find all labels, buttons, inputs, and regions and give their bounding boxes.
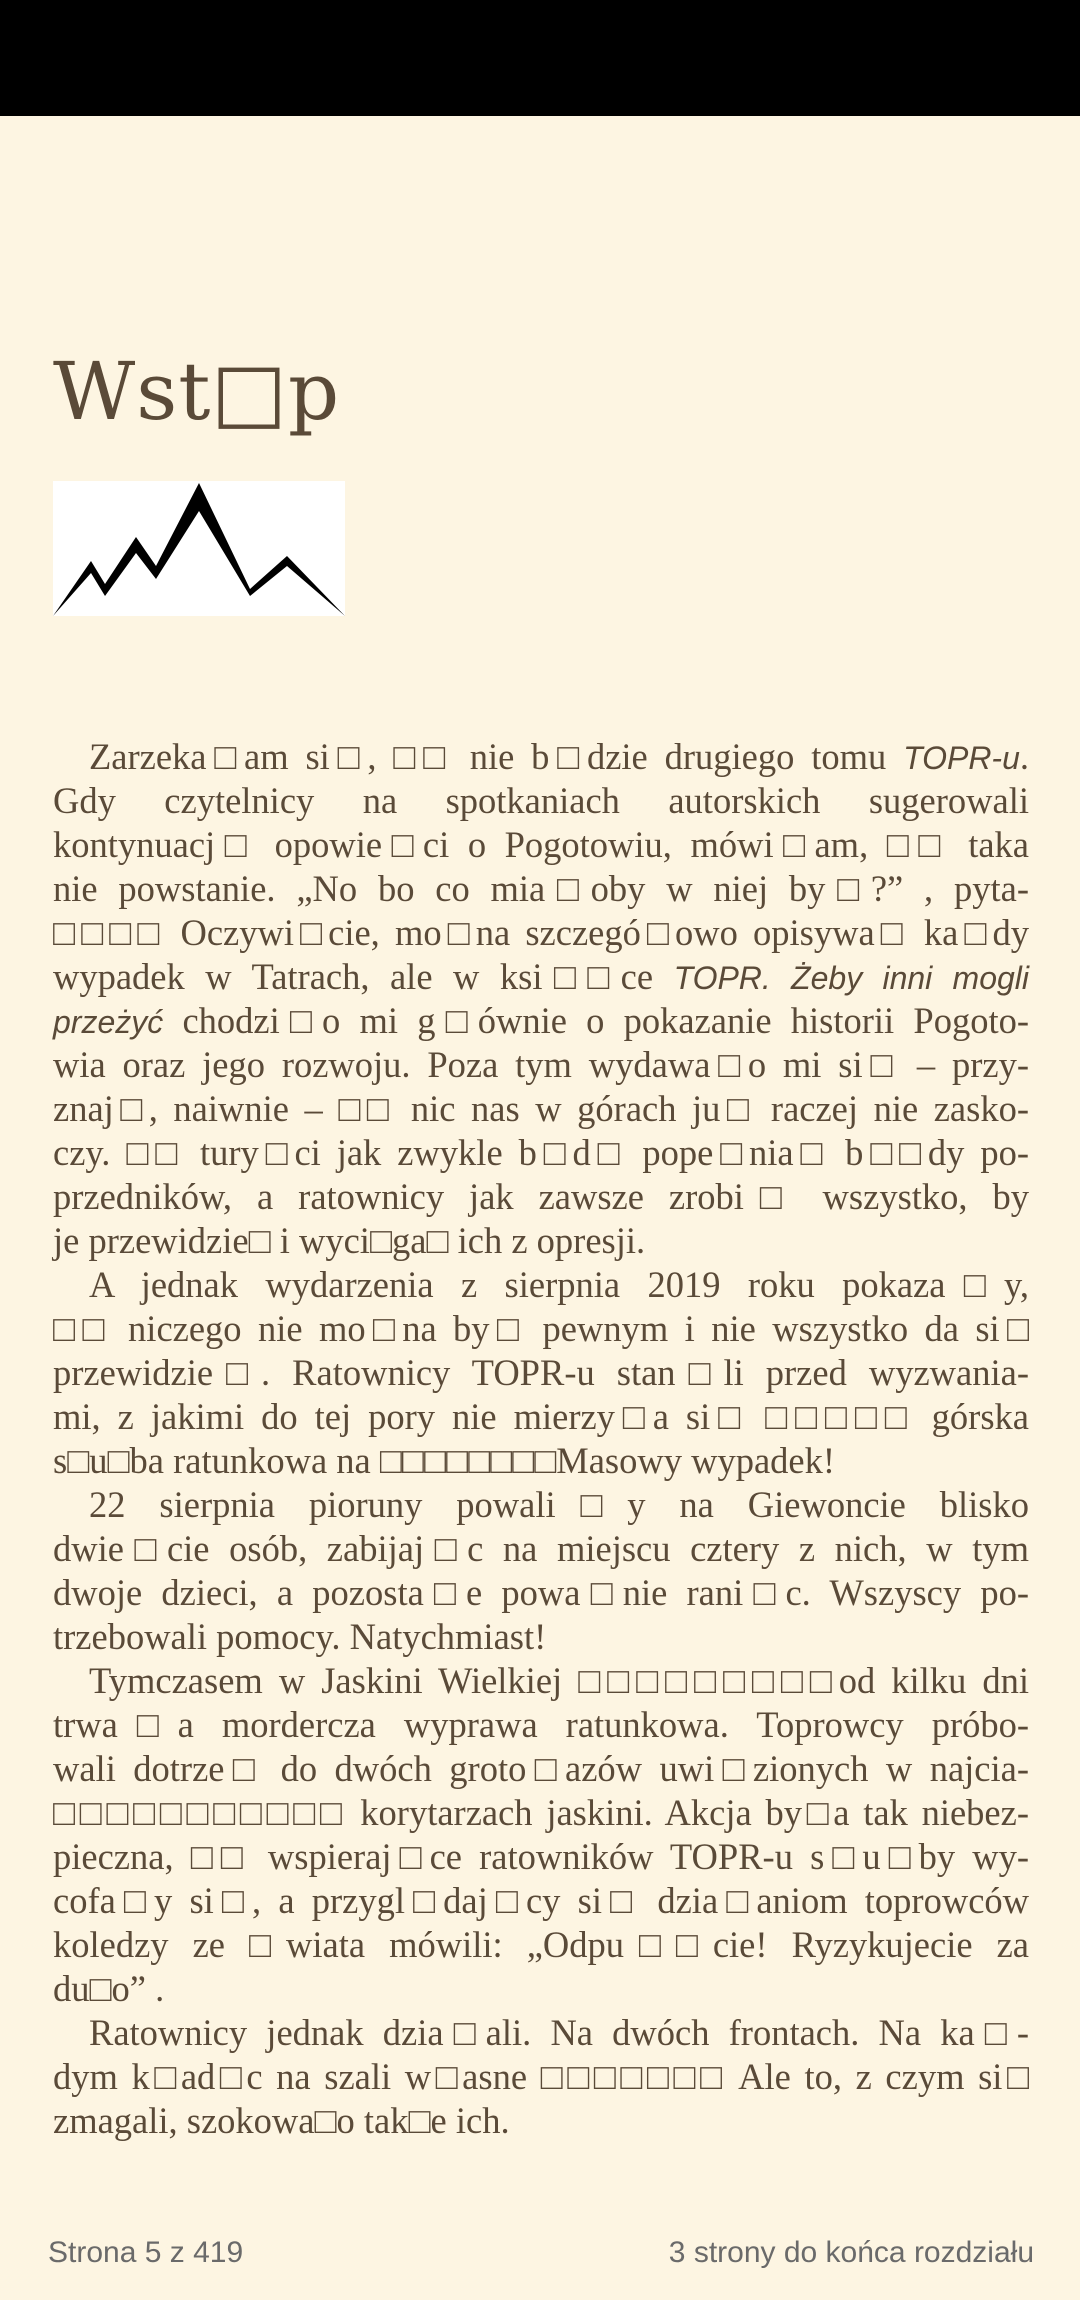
chapter-title: Wst□p (53, 345, 341, 438)
text-span: mi, z jakimi do tej pory nie mierzy□a si□ □□□□□ górska (53, 1396, 1029, 1437)
text-span: je przewidzie□ i wyci□ga□ ich z opresji. (53, 1220, 646, 1261)
text-line (53, 1483, 1029, 1527)
text-span: dym k□ad□c na szali w□asne □□□□□□□ Ale to, z czym si□ (53, 2056, 1029, 2097)
text-line (53, 1703, 1029, 1747)
text-span: Tymczasem w Jaskini Wielkiej □□□□□□□□□od kilku dni (89, 1660, 1029, 1701)
text-line (53, 823, 1029, 867)
chapter-remaining: 3 strony do końca rozdziału (668, 2236, 1034, 2269)
text-line (53, 1747, 1029, 1791)
text-line (53, 1087, 1029, 1131)
text-span: chodzi□o mi g□ównie o pokazanie historii Pogoto- (163, 1000, 1029, 1041)
text-span: przewidzie□. Ratownicy TOPR-u stan□li przed wyzwania- (53, 1352, 1029, 1393)
text-line (53, 2055, 1029, 2099)
text-line (53, 955, 1029, 999)
text-span: □□ niczego nie mo□na by□ pewnym i nie wszystko da si□ (53, 1308, 1029, 1349)
text-line (53, 1263, 1029, 1307)
text-span: wia oraz jego rozwoju. Poza tym wydawa□o mi si□ – przy- (53, 1044, 1029, 1085)
text-span: dwoje dzieci, a pozosta□e powa□nie rani□c. Wszyscy po- (53, 1572, 1029, 1613)
text-span: Zarzeka□am si□, □□ nie b□dzie drugiego tomu (89, 736, 904, 777)
book-text (53, 735, 1029, 2143)
text-span: trwa□a mordercza wyprawa ratunkowa. Toprowcy próbo- (53, 1704, 1029, 1745)
italic-title-text: TOPR-u (903, 740, 1020, 776)
text-line (53, 735, 1029, 779)
text-line (53, 1835, 1029, 1879)
status-bar (0, 0, 1080, 116)
text-span: Gdy czytelnicy na spotkaniach autorskich sugerowali (53, 780, 1029, 821)
text-span: . (1019, 736, 1029, 777)
text-span: koledzy ze □wiata mówili: „Odpu□□cie! Ryzykujecie za (53, 1924, 1029, 1965)
text-span: znaj□, naiwnie – □□ nic nas w górach ju□ raczej nie zasko- (53, 1088, 1029, 1129)
mountain-icon (53, 481, 345, 616)
page-indicator: Strona 5 z 419 (48, 2236, 244, 2269)
text-line (53, 1615, 1029, 1659)
text-line (53, 1923, 1029, 1967)
text-line (53, 1659, 1029, 1703)
text-line (53, 1571, 1029, 1615)
text-line (53, 1439, 1029, 1483)
text-span: 22 sierpnia pioruny powali□y na Giewoncie blisko (89, 1484, 1029, 1525)
text-line (53, 1307, 1029, 1351)
text-line (53, 1219, 1029, 1263)
text-span: A jednak wydarzenia z sierpnia 2019 roku pokaza□y, (89, 1264, 1029, 1305)
text-span: czy. □□ tury□ci jak zwykle b□d□ pope□nia□ b□□dy po- (53, 1132, 1029, 1173)
text-span: kontynuacj□ opowie□ci o Pogotowiu, mówi□am, □□ taka (53, 824, 1029, 865)
text-line (53, 1879, 1029, 1923)
italic-title-text: przeżyć (53, 1004, 164, 1040)
text-span: zmagali, szokowa□o tak□e ich. (53, 2100, 510, 2141)
text-line (53, 911, 1029, 955)
text-span: □□□□ Oczywi□cie, mo□na szczegó□owo opisywa□ ka□dy (53, 912, 1029, 953)
text-line (53, 1967, 1029, 2011)
text-line (53, 1395, 1029, 1439)
text-line (53, 867, 1029, 911)
text-span: du□o” . (53, 1968, 165, 2009)
text-line (53, 1527, 1029, 1571)
text-span: nie powstanie. „No bo co mia□oby w niej by□?” , pyta- (53, 868, 1029, 909)
text-span: trzebowali pomocy. Natychmiast! (53, 1616, 547, 1657)
text-span: s□u□ba ratunkowa na □□□□□□□□Masowy wypadek! (53, 1440, 836, 1481)
text-line (53, 999, 1029, 1043)
text-span: Ratownicy jednak dzia□ali. Na dwóch frontach. Na ka□- (89, 2012, 1029, 2053)
italic-title-text: TOPR. Żeby inni mogli (673, 960, 1030, 996)
text-span: przedników, a ratownicy jak zawsze zrobi□ wszystko, by (53, 1176, 1029, 1217)
text-line (53, 1175, 1029, 1219)
text-line (53, 1791, 1029, 1835)
text-line (53, 2011, 1029, 2055)
text-span: dwie□cie osób, zabijaj□c na miejscu cztery z nich, w tym (53, 1528, 1029, 1569)
text-line (53, 2099, 1029, 2143)
text-span: □□□□□□□□□□□ korytarzach jaskini. Akcja by□a tak niebez- (53, 1792, 1029, 1833)
text-span: pieczna, □□ wspieraj□ce ratowników TOPR-u s□u□by wy- (53, 1836, 1029, 1877)
text-span: wali dotrze□ do dwóch groto□azów uwi□zionych w najcia- (53, 1748, 1029, 1789)
text-line (53, 1131, 1029, 1175)
text-line (53, 779, 1029, 823)
text-span: cofa□y si□, a przygl□daj□cy si□ dzia□aniom toprowców (53, 1880, 1029, 1921)
text-line (53, 1351, 1029, 1395)
text-span: wypadek w Tatrach, ale w ksi□□ce (53, 956, 674, 997)
text-line (53, 1043, 1029, 1087)
